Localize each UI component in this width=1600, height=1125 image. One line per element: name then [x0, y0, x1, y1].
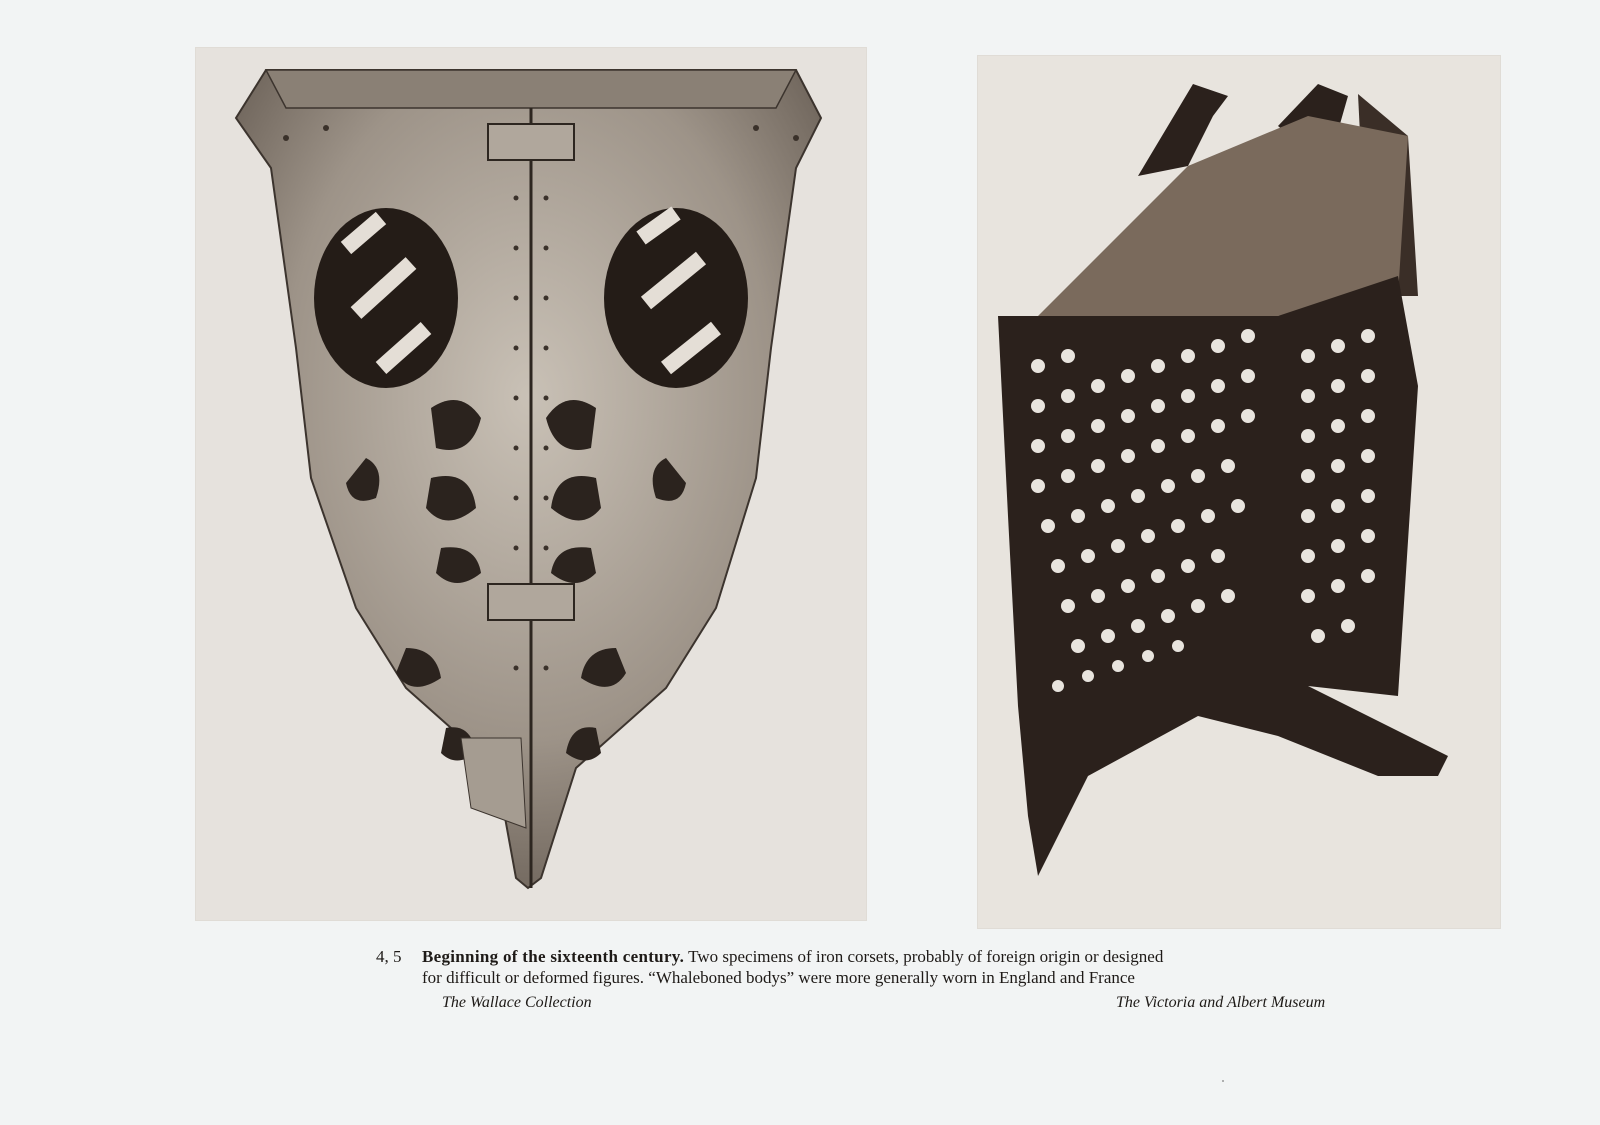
iron-corset-illustration-right — [978, 56, 1500, 928]
photo-plate-wallace-corset — [196, 48, 866, 920]
iron-corset-illustration-left — [196, 48, 866, 920]
caption-line-1: Two specimens of iron corsets, probably of foreign origin or designed — [688, 947, 1164, 966]
photo-plate-va-corset — [978, 56, 1500, 928]
credit-wallace-collection: The Wallace Collection — [442, 994, 592, 1011]
caption-heading: Beginning of the sixteenth century. — [422, 947, 685, 966]
figure-numbers: 4, 5 — [376, 947, 402, 966]
caption-text — [422, 946, 1262, 988]
caption-line-2: for difficult or deformed figures. “Whaleboned bodys” were more generally worn in England and France — [422, 968, 1135, 987]
page-speck — [1222, 1080, 1224, 1082]
credit-victoria-albert-museum: The Victoria and Albert Museum — [1116, 994, 1326, 1011]
